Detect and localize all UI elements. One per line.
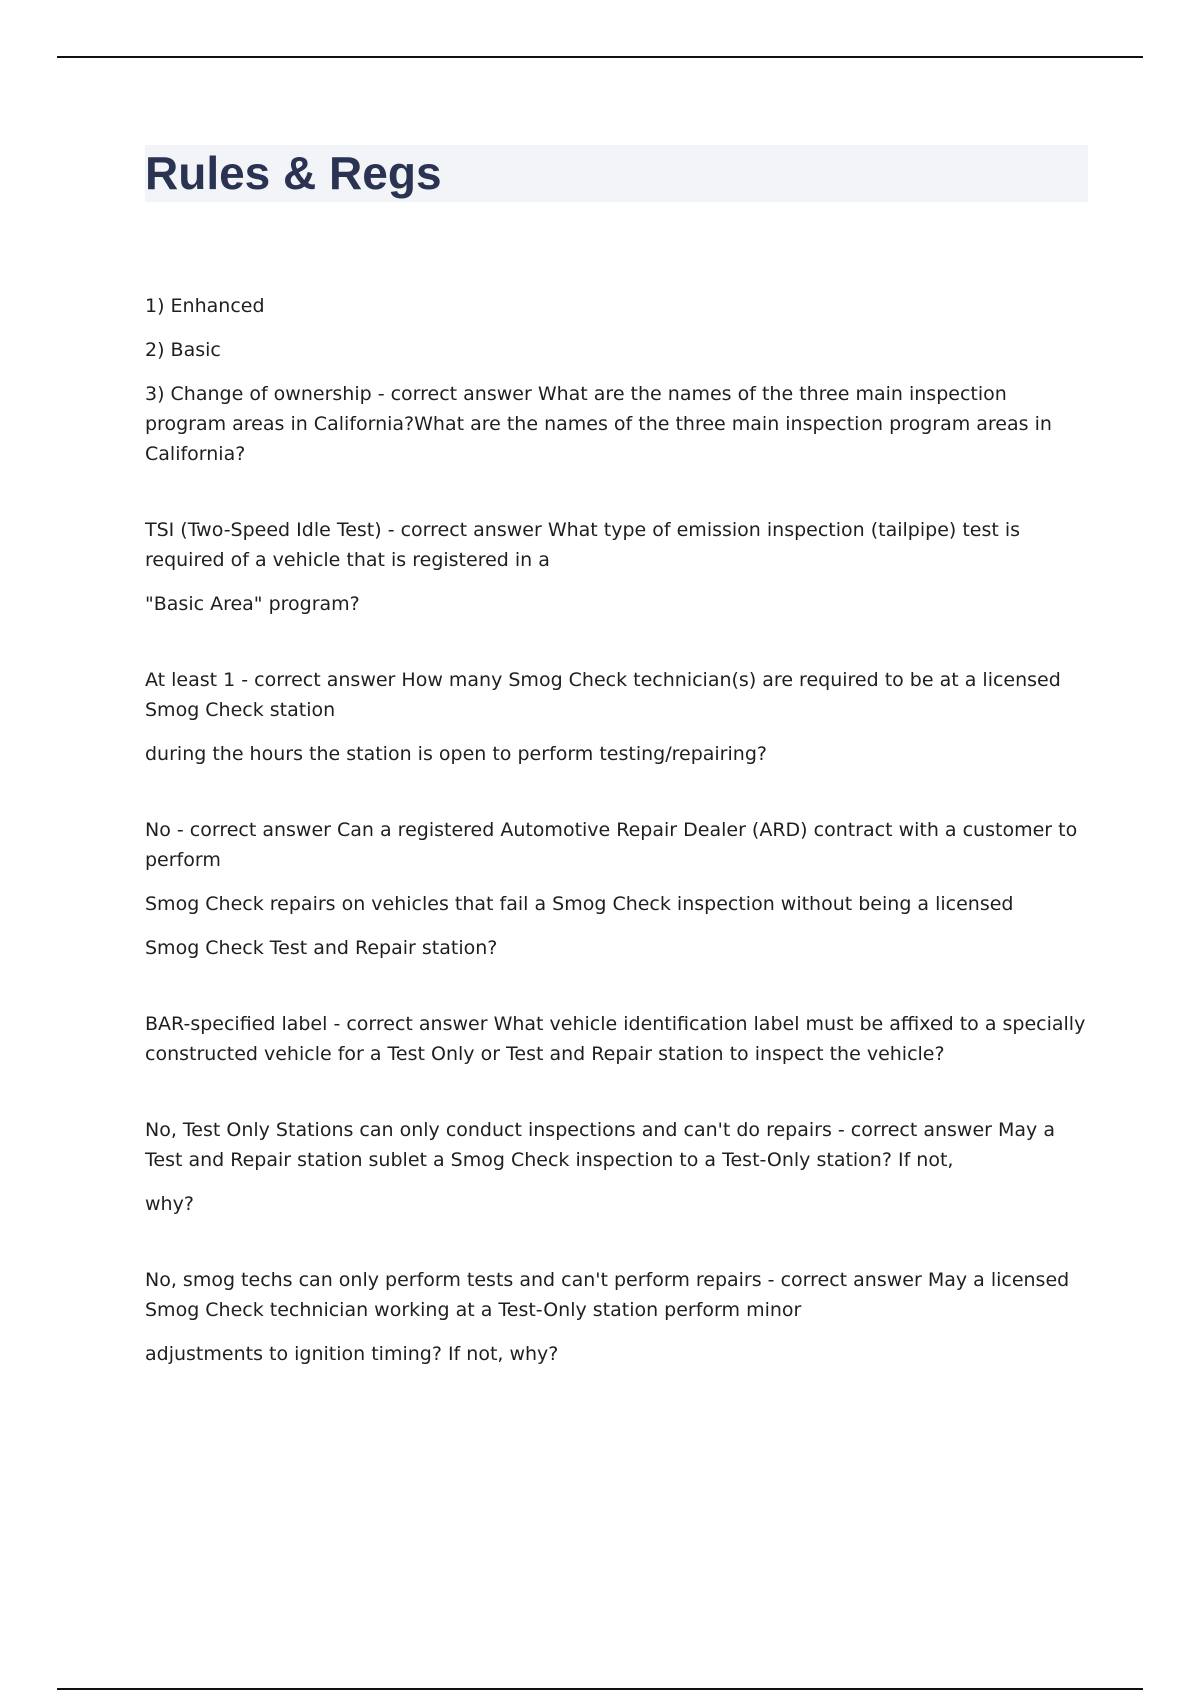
paragraph: At least 1 - correct answer How many Smog Check technician(s) are required to be at a licensed Smog Check station — [145, 669, 1061, 721]
paragraph: Smog Check repairs on vehicles that fail a Smog Check inspection without being a licensed — [145, 893, 1014, 915]
document-body — [145, 291, 1090, 1383]
paragraph: BAR-specified label - correct answer What vehicle identification label must be affixed to a specially constructed vehicle for a Test Only or Test and Repair station to inspect the vehicle? — [145, 1013, 1086, 1065]
paragraph: 2) Basic — [145, 339, 221, 361]
paragraph: No, Test Only Stations can only conduct inspections and can't do repairs - correct answer May a Test and Repair station sublet a Smog Check inspection to a Test-Only station? If not, — [145, 1119, 1055, 1171]
paragraph: adjustments to ignition timing? If not, why? — [145, 1343, 559, 1365]
paragraph: No - correct answer Can a registered Automotive Repair Dealer (ARD) contract with a customer to perform — [145, 819, 1078, 871]
paragraph: 1) Enhanced — [145, 295, 265, 317]
paragraph: No, smog techs can only perform tests and can't perform repairs - correct answer May a licensed Smog Check technician working at a Test-Only station perform minor — [145, 1269, 1070, 1321]
page-title: Rules & Regs — [145, 147, 442, 199]
header-divider — [57, 56, 1143, 58]
footer-divider — [57, 1688, 1143, 1690]
paragraph: during the hours the station is open to perform testing/repairing? — [145, 743, 767, 765]
paragraph: 3) Change of ownership - correct answer What are the names of the three main inspection program areas in California?What are the names of the three main inspection program areas in California? — [145, 383, 1052, 465]
paragraph: "Basic Area" program? — [145, 593, 360, 615]
paragraph: TSI (Two-Speed Idle Test) - correct answer What type of emission inspection (tailpipe) test is required of a vehicle that is registered in a — [145, 519, 1021, 571]
paragraph: Smog Check Test and Repair station? — [145, 937, 498, 959]
paragraph: why? — [145, 1193, 194, 1215]
